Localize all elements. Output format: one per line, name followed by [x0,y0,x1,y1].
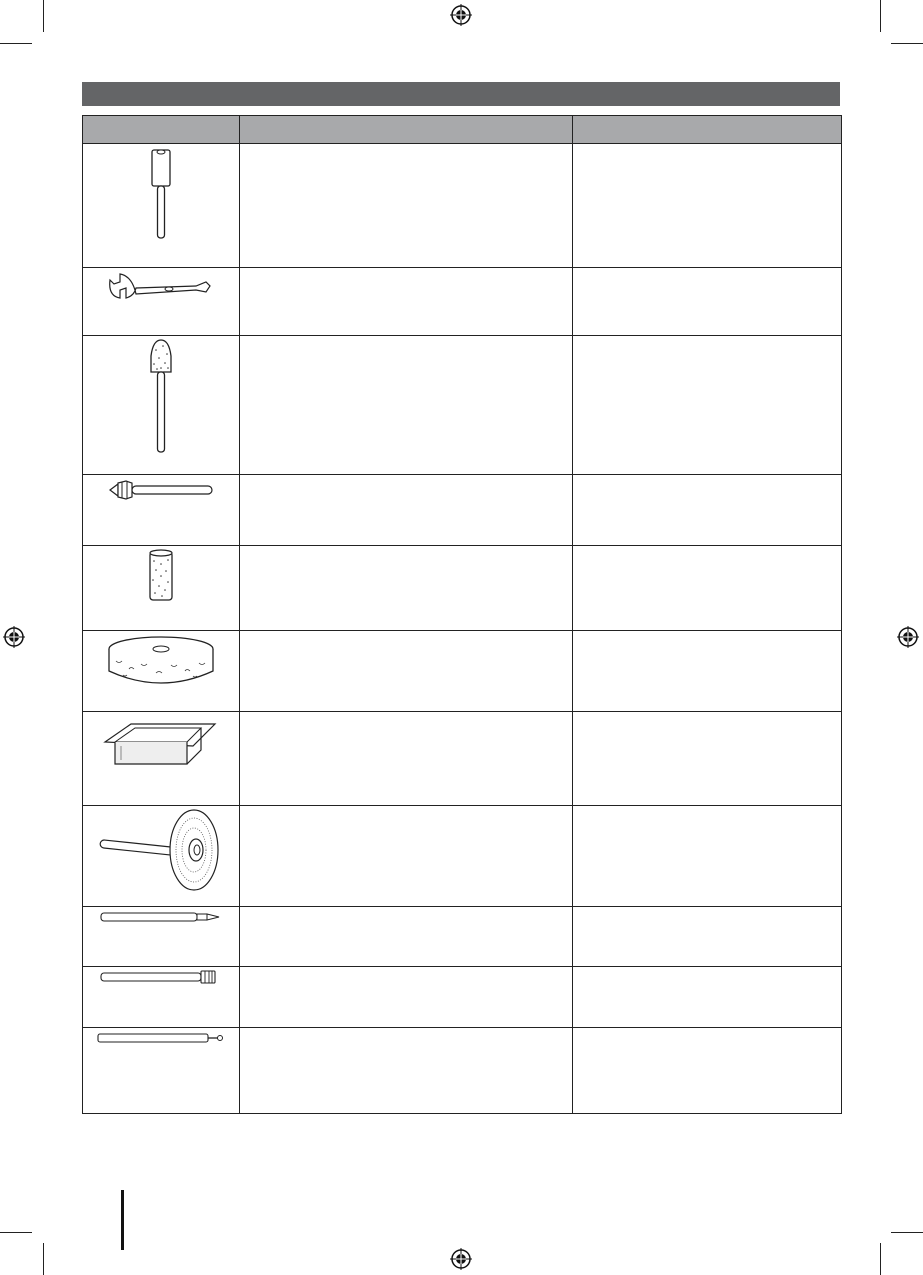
use-cell [573,268,842,336]
name-cell [240,712,573,806]
sanding-sleeve-icon [141,546,181,606]
felt-polishing-wheel-icon [101,631,221,691]
table-row [83,907,842,967]
table-row [83,475,842,546]
crop-mark [880,0,881,32]
grinding-stone-cone-icon [141,336,181,456]
image-cell [83,712,240,806]
sanding-drum-mandrel-icon [141,144,181,244]
spanner-wrench-icon [106,268,216,308]
table-row [83,268,842,336]
use-cell [573,907,842,967]
storage-tray-icon [101,712,221,782]
crop-mark [0,1232,32,1233]
image-cell [83,475,240,546]
image-cell [83,1028,240,1114]
name-cell [240,967,573,1028]
table-row [83,336,842,475]
image-cell [83,631,240,712]
image-cell [83,546,240,631]
registration-mark-icon [450,4,472,26]
crop-mark [891,1232,923,1233]
name-cell [240,806,573,907]
crop-mark [891,43,923,44]
table-row [83,546,842,631]
table-row [83,712,842,806]
header-name [240,116,573,144]
cutter-bit-icon [99,967,223,987]
name-cell [240,475,573,546]
use-cell [573,967,842,1028]
use-cell [573,336,842,475]
table-row [83,1028,842,1114]
image-cell [83,144,240,268]
name-cell [240,907,573,967]
drill-bit-fine-icon [96,1028,226,1048]
crop-mark [43,0,44,32]
registration-mark-icon [450,1248,472,1270]
name-cell [240,336,573,475]
use-cell [573,475,842,546]
image-cell [83,336,240,475]
registration-mark-icon [897,626,919,648]
polishing-mandrel-screw-icon [106,475,216,505]
table-row [83,144,842,268]
table-row [83,631,842,712]
crop-mark [43,1243,44,1275]
name-cell [240,268,573,336]
image-cell [83,268,240,336]
header-image [83,116,240,144]
registration-mark-icon [3,626,25,648]
use-cell [573,1028,842,1114]
table-row [83,967,842,1028]
use-cell [573,712,842,806]
header-use [573,116,842,144]
use-cell [573,546,842,631]
crop-mark [0,43,32,44]
name-cell [240,1028,573,1114]
accessories-table [82,115,842,1114]
table-header-row [83,116,842,144]
use-cell [573,631,842,712]
image-cell [83,806,240,907]
use-cell [573,144,842,268]
name-cell [240,546,573,631]
image-cell [83,907,240,967]
image-cell [83,967,240,1028]
wire-wheel-brush-icon [96,806,226,896]
crop-mark [880,1243,881,1275]
engraving-bit-pointed-icon [99,907,223,927]
name-cell [240,144,573,268]
name-cell [240,631,573,712]
page-edge-rule [121,1190,124,1250]
use-cell [573,806,842,907]
table-row [83,806,842,907]
section-title-bar [82,82,840,106]
